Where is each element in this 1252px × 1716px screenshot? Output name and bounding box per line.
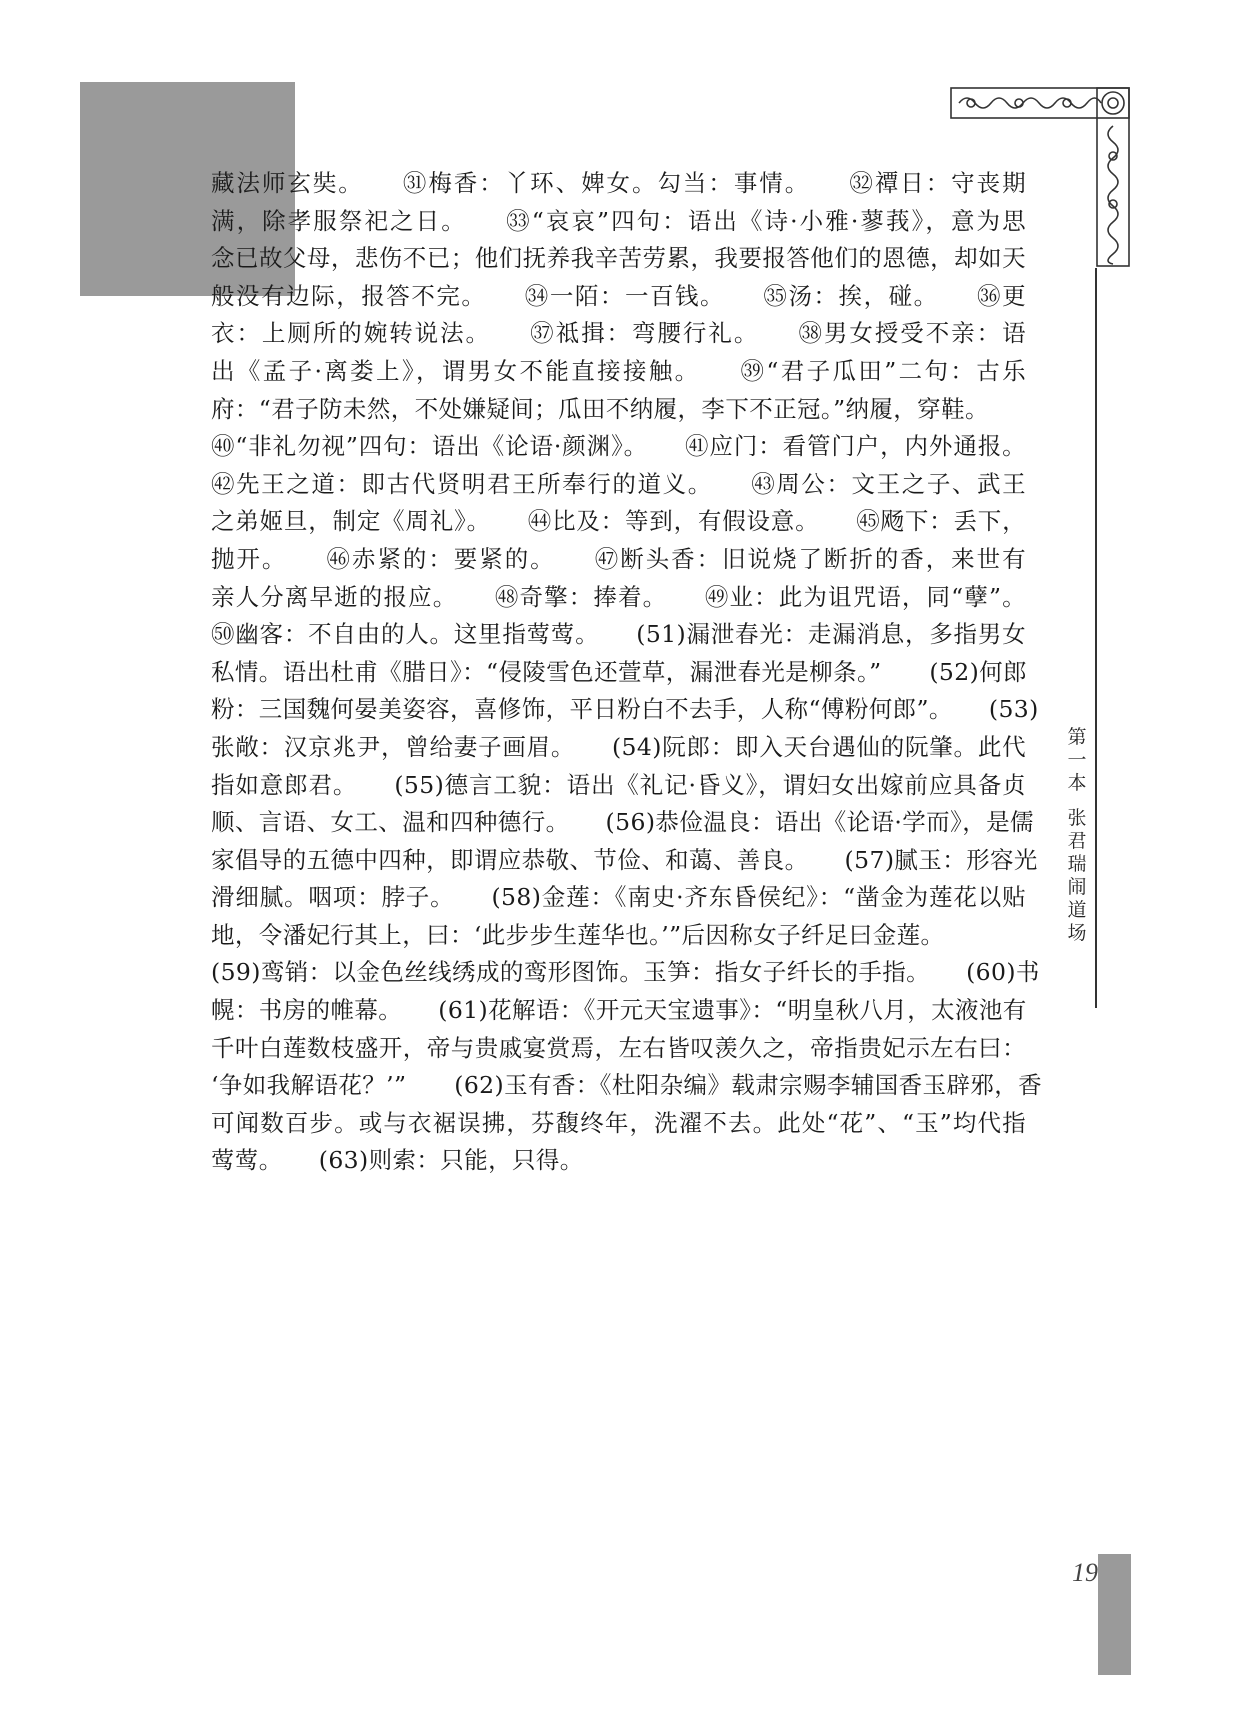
text-line: 府：“君子防未然，不处嫌疑间；瓜田不纳履，李下不正冠。”纳履，穿鞋。	[211, 394, 989, 423]
page-tab-bar	[1098, 1554, 1131, 1675]
running-head-char: 君	[1067, 830, 1087, 852]
text-line: 家倡导的五德中四种，即谓应恭敬、节俭、和蔼、善良。 (57)腻玉：形容光	[211, 845, 1038, 874]
text-line: 出《孟子·离娄上》，谓男女不能直接接触。 ㊴“君子瓜田”二句：古乐	[211, 356, 1026, 385]
running-head-char: 道	[1067, 899, 1087, 921]
text-line: 满，除孝服祭祀之日。 ㉝“哀哀”四句：语出《诗·小雅·蓼莪》，意为思	[211, 206, 1026, 235]
text-line: 藏法师玄奘。 ㉛梅香：丫环、婢女。勾当：事情。 ㉜禫日：守丧期	[211, 169, 1026, 197]
text-line: ㊵“非礼勿视”四句：语出《论语·颜渊》。 ㊶应门：看管门户，内外通报。	[211, 432, 1026, 461]
running-head-char: 第	[1067, 726, 1087, 748]
text-line: 衣：上厕所的婉转说法。 ㊲祗揖：弯腰行礼。 ㊳男女授受不亲：语	[211, 319, 1026, 348]
text-line: 莺莺。 (63)则索：只能，只得。	[211, 1146, 584, 1175]
text-line: 般没有边际，报答不完。 ㉞一陌：一百钱。 ㉟汤：挨，碰。 ㊱更	[211, 281, 1026, 310]
text-line: 私情。语出杜甫《腊日》：“侵陵雪色还萱草，漏泄春光是柳条。” (52)何郎	[211, 657, 1027, 686]
side-rule	[1095, 268, 1097, 1008]
text-line: ㊷先王之道：即古代贤明君王所奉行的道义。 ㊸周公：文王之子、武王	[211, 469, 1026, 498]
running-head-char: 场	[1067, 922, 1087, 944]
text-line: 滑细腻。咽项：脖子。 (58)金莲：《南史·齐东昏侯纪》：“凿金为莲花以贴	[211, 883, 1026, 912]
text-line: 顺、言语、女工、温和四种德行。 (56)恭俭温良：语出《论语·学而》，是儒	[211, 808, 1034, 837]
text-line: 之弟姬旦，制定《周礼》。 ㊹比及：等到，有假设意。 ㊺飏下：丢下，	[211, 507, 1026, 536]
running-head-char: 张	[1067, 807, 1087, 829]
running-head	[1064, 726, 1090, 945]
text-line: 千叶白莲数枝盛开，帝与贵戚宴赏焉，左右皆叹羡久之，帝指贵妃示左右曰：	[211, 1033, 1026, 1062]
text-line: (59)鸾销：以金色丝线绣成的鸾形图饰。玉笋：指女子纤长的手指。 (60)书	[211, 958, 1040, 987]
running-head-char: 闹	[1067, 876, 1087, 898]
running-head-char: 本	[1067, 772, 1087, 794]
text-line: ‘争如我解语花？’” (62)玉有香：《杜阳杂编》载肃宗赐李辅国香玉辟邪，香	[211, 1071, 1043, 1100]
page-number: 19	[1072, 1558, 1098, 1587]
text-line: ㊿幽客：不自由的人。这里指莺莺。 (51)漏泄春光：走漏消息，多指男女	[211, 620, 1026, 649]
running-head-char: 一	[1067, 749, 1087, 771]
text-line: 指如意郎君。 (55)德言工貌：语出《礼记·昏义》，谓妇女出嫁前应具备贞	[211, 770, 1026, 799]
text-line: 张敞：汉京兆尹，曾给妻子画眉。 (54)阮郎：即入天台遇仙的阮肇。此代	[211, 732, 1026, 761]
text-line: 粉：三国魏何晏美姿容，喜修饰，平日粉白不去手，人称“傅粉何郎”。 (53)	[211, 695, 1039, 724]
running-head-char: 瑞	[1067, 853, 1087, 875]
text-line: 幌：书房的帷幕。 (61)花解语：《开元天宝遗事》：“明皇秋八月，太液池有	[211, 996, 1027, 1025]
text-line: 抛开。 ㊻赤紧的：要紧的。 ㊼断头香：旧说烧了断折的香，来世有	[211, 544, 1026, 573]
text-line: 亲人分离早逝的报应。 ㊽奇擎：捧着。 ㊾业：此为诅咒语，同“孽”。	[211, 582, 1026, 611]
text-line: 念已故父母，悲伤不已；他们抚养我辛苦劳累，我要报答他们的恩德，却如天	[211, 244, 1026, 273]
text-line: 可闻数百步。或与衣裾误拂，芬馥终年，洗濯不去。此处“花”、“玉”均代指	[211, 1108, 1026, 1137]
text-line: 地，令潘妃行其上，曰：‘此步步生莲华也。’”后因称女子纤足曰金莲。	[211, 920, 945, 949]
annotation-text	[211, 165, 1043, 1180]
